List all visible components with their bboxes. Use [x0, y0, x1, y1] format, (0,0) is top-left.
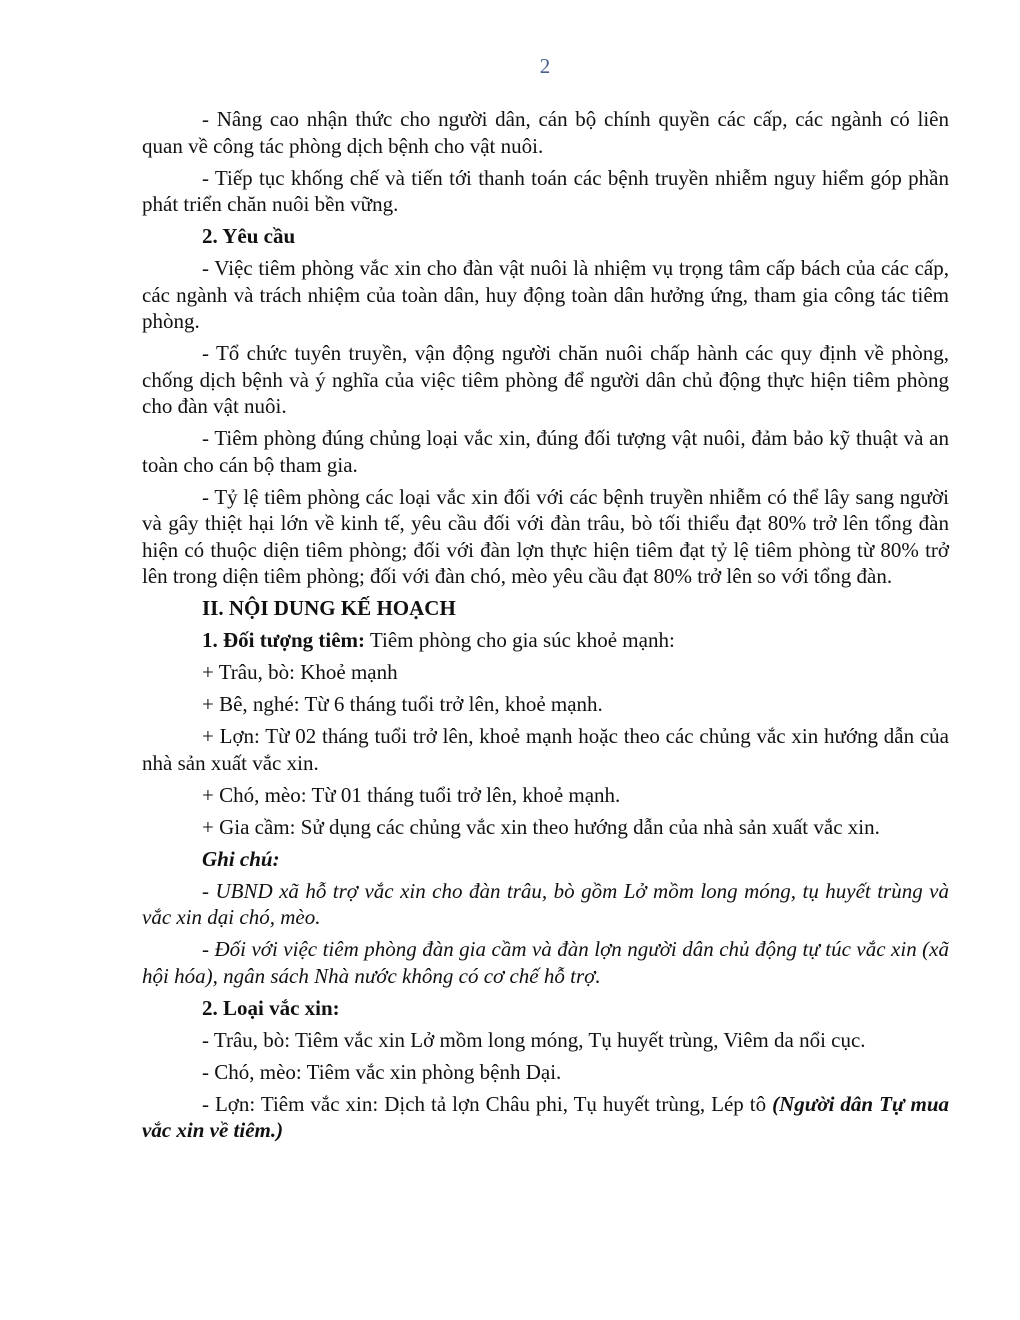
item-dogs-cats: + Chó, mèo: Từ 01 tháng tuổi trở lên, khoẻ mạnh. — [202, 782, 621, 807]
item-pigs: + Lợn: Từ 02 tháng tuổi trở lên, khoẻ mạnh hoặc theo các chủng vắc xin hướng dẫn của nhà sản xuất vắc xin. — [142, 724, 949, 775]
target-subjects-text: Tiêm phòng cho gia súc khoẻ mạnh: — [365, 628, 675, 652]
vaccine-dogs-cats: - Chó, mèo: Tiêm vắc xin phòng bệnh Dại. — [202, 1059, 562, 1084]
note-self-funded: - Đối với việc tiêm phòng đàn gia cầm và đàn lợn người dân chủ động tự túc vắc xin (xã hội hóa), ngân sách Nhà nước không có cơ chế hỗ trợ. — [142, 937, 949, 988]
document-body — [142, 106, 949, 1149]
paragraph-vaccination-task: - Việc tiêm phòng vắc xin cho đàn vật nuôi là nhiệm vụ trọng tâm cấp bách của các cấp, các ngành và trách nhiệm của toàn dân, huy động toàn dân hưởng ứng, tham gia công tác tiêm phòng. — [142, 256, 949, 333]
heading-target-subjects: 1. Đối tượng tiêm: — [202, 628, 366, 652]
vaccine-buffalo-cattle: - Trâu, bò: Tiêm vắc xin Lở mồm long móng, Tụ huyết trùng, Viêm da nổi cục. — [202, 1027, 866, 1052]
paragraph-control-diseases: - Tiếp tục khống chế và tiến tới thanh toán các bệnh truyền nhiễm nguy hiểm góp phần phát triển chăn nuôi bền vững. — [142, 165, 949, 216]
page-number: 2 — [539, 54, 551, 78]
paragraph-vaccination-rate: - Tỷ lệ tiêm phòng các loại vắc xin đối với các bệnh truyền nhiễm có thể lây sang người và gây thiệt hại lớn về kinh tế, yêu cầu đối với đàn trâu, bò tối thiểu đạt 80% trở lên tổng đàn hiện có thuộc diện tiêm phòng; đối với đàn lợn thực hiện tiêm đạt tỷ lệ tiêm phòng từ 80% trở lên trong diện tiêm phòng; đối với đàn chó, mèo yêu cầu đạt 80% trở lên so với tổng đàn. — [142, 484, 949, 588]
paragraph-target-subjects — [142, 627, 949, 654]
heading-vaccine-types: 2. Loại vắc xin: — [202, 995, 340, 1020]
vaccine-pigs-text: - Lợn: Tiêm vắc xin: Dịch tả lợn Châu phi, Tụ huyết trùng, Lép tô — [202, 1091, 773, 1116]
paragraph-propaganda: - Tổ chức tuyên truyền, vận động người chăn nuôi chấp hành các quy định về phòng, chống dịch bệnh và ý nghĩa của việc tiêm phòng để người dân chủ động thực hiện tiêm phòng cho đàn vật nuôi. — [142, 341, 949, 418]
paragraph-awareness: - Nâng cao nhận thức cho người dân, cán bộ chính quyền các cấp, các ngành có liên quan về công tác phòng dịch bệnh cho vật nuôi. — [142, 107, 949, 158]
vaccine-pigs-note: (Người dân Tự mua vắc xin về tiêm.) — [142, 1091, 950, 1142]
item-calves: + Bê, nghé: Từ 6 tháng tuổi trở lên, khoẻ mạnh. — [202, 692, 603, 716]
item-poultry: + Gia cầm: Sử dụng các chủng vắc xin theo hướng dẫn của nhà sản xuất vắc xin. — [202, 814, 880, 839]
vaccine-pigs — [142, 1091, 949, 1144]
heading-requirements: 2. Yêu cầu — [202, 224, 296, 248]
item-buffalo-cattle: + Trâu, bò: Khoẻ mạnh — [202, 660, 398, 684]
note-support: - UBND xã hỗ trợ vắc xin cho đàn trâu, bò gồm Lở mồm long móng, tụ huyết trùng và vắc xin dại chó, mèo. — [142, 878, 949, 929]
heading-plan-content: II. NỘI DUNG KẾ HOẠCH — [202, 596, 456, 620]
paragraph-correct-vaccine: - Tiêm phòng đúng chủng loại vắc xin, đúng đối tượng vật nuôi, đảm bảo kỹ thuật và an toàn cho cán bộ tham gia. — [142, 426, 949, 477]
heading-notes: Ghi chú: — [202, 846, 280, 871]
